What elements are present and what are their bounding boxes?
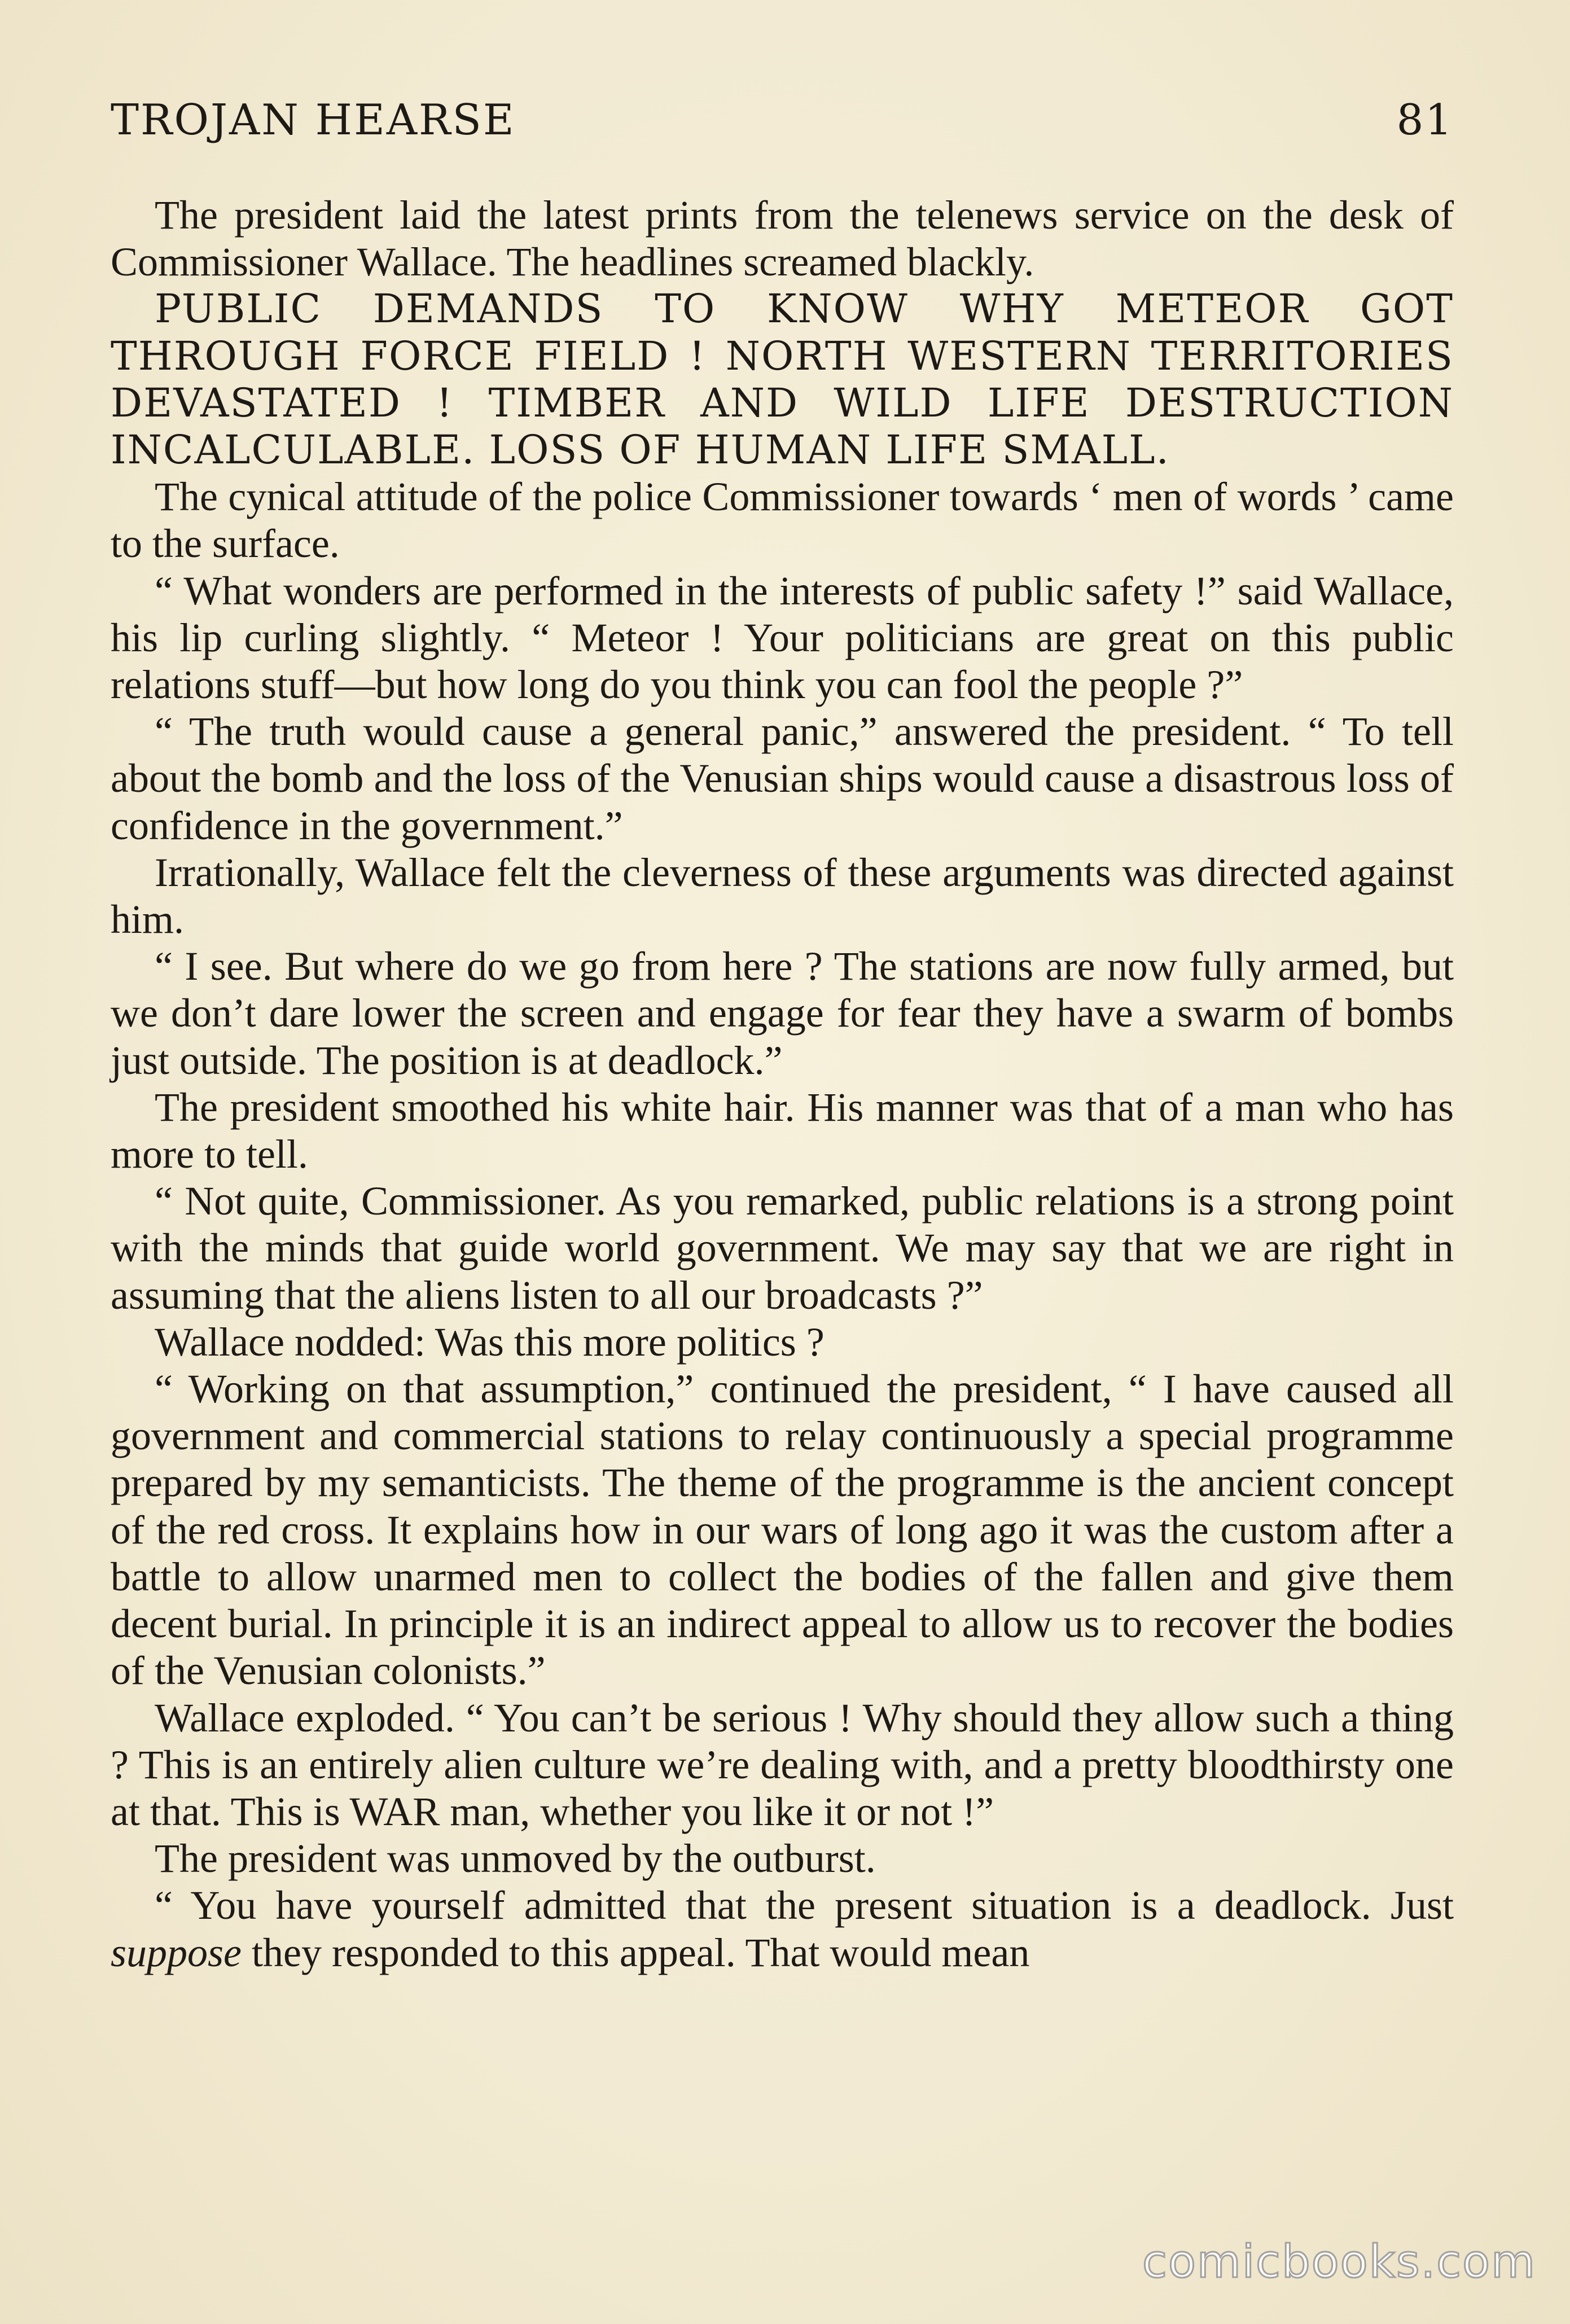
watermark-logo: comicbooks.com	[1142, 2235, 1536, 2288]
emphasized-word: suppose	[111, 1930, 242, 1975]
paragraph: The president laid the latest prints from the telenews service on the desk of Commissioner Wallace. The headlines screamed blackly.	[111, 192, 1454, 285]
paragraph: Irrationally, Wallace felt the cleverness of these arguments was directed against him.	[111, 849, 1454, 942]
running-head: TROJAN HEARSE	[111, 95, 516, 144]
paragraph: Wallace nodded: Was this more politics ?	[155, 1319, 825, 1365]
paragraph: “ What wonders are performed in the interests of public safety !” said Wallace, his lip curling slightly. “ Meteor ! Your politicians are great on this public relations stuff—but how long do you think you can fool the people ?”	[111, 568, 1454, 708]
paragraph: The president was unmoved by the outburst.	[155, 1836, 876, 1882]
paragraph: “ The truth would cause a general panic,” answered the president. “ To tell about the bomb and the loss of the Venusian ships would cause a disastrous loss of confidence in the government.”	[111, 709, 1454, 848]
last-paragraph	[111, 1882, 1454, 1976]
paragraph: The president smoothed his white hair. His manner was that of a man who has more to tell.	[111, 1084, 1454, 1177]
paragraph: “ I see. But where do we go from here ? The stations are now fully armed, but we don’t dare lower the screen and engage for fear they have a swarm of bombs just outside. The position is at deadlock.”	[111, 944, 1454, 1083]
page-header	[111, 95, 1454, 157]
headline-paragraph: PUBLIC DEMANDS TO KNOW WHY METEOR GOT THROUGH FORCE FIELD ! NORTH WESTERN TERRITORIES DEVASTATED ! TIMBER AND WILD LIFE DESTRUCTION INCALCULABLE. LOSS OF HUMAN LIFE SMALL.	[111, 286, 1454, 473]
paragraph: “ Not quite, Commissioner. As you remarked, public relations is a strong point with the minds that guide world government. We may say that we are right in assuming that the aliens listen to all our broadcasts ?”	[111, 1178, 1454, 1318]
last-paragraph-end: they responded to this appeal. That would mean	[242, 1930, 1030, 1975]
page-number: 81	[1396, 95, 1454, 144]
paragraph: Wallace exploded. “ You can’t be serious ! Why should they allow such a thing ? This is an entirely alien culture we’re dealing with, and a pretty bloodthirsty one at that. This is WAR man, whether you like it or not !”	[111, 1695, 1454, 1834]
last-paragraph-start: “ You have yourself admitted that the present situation is a deadlock. Just	[155, 1883, 1454, 1928]
paragraph: “ Working on that assumption,” continued the president, “ I have caused all government and commercial stations to relay continuously a special programme prepared by my semanticists. The theme of the programme is the ancient concept of the red cross. It explains how in our wars of long ago it was the custom after a battle to allow unarmed men to collect the bodies of the fallen and give them decent burial. In principle it is an indirect appeal to allow us to recover the bodies of the Venusian colonists.”	[111, 1366, 1454, 1694]
body-text	[111, 192, 1454, 1976]
paragraph: The cynical attitude of the police Commissioner towards ‘ men of words ’ came to the surface.	[111, 474, 1454, 567]
